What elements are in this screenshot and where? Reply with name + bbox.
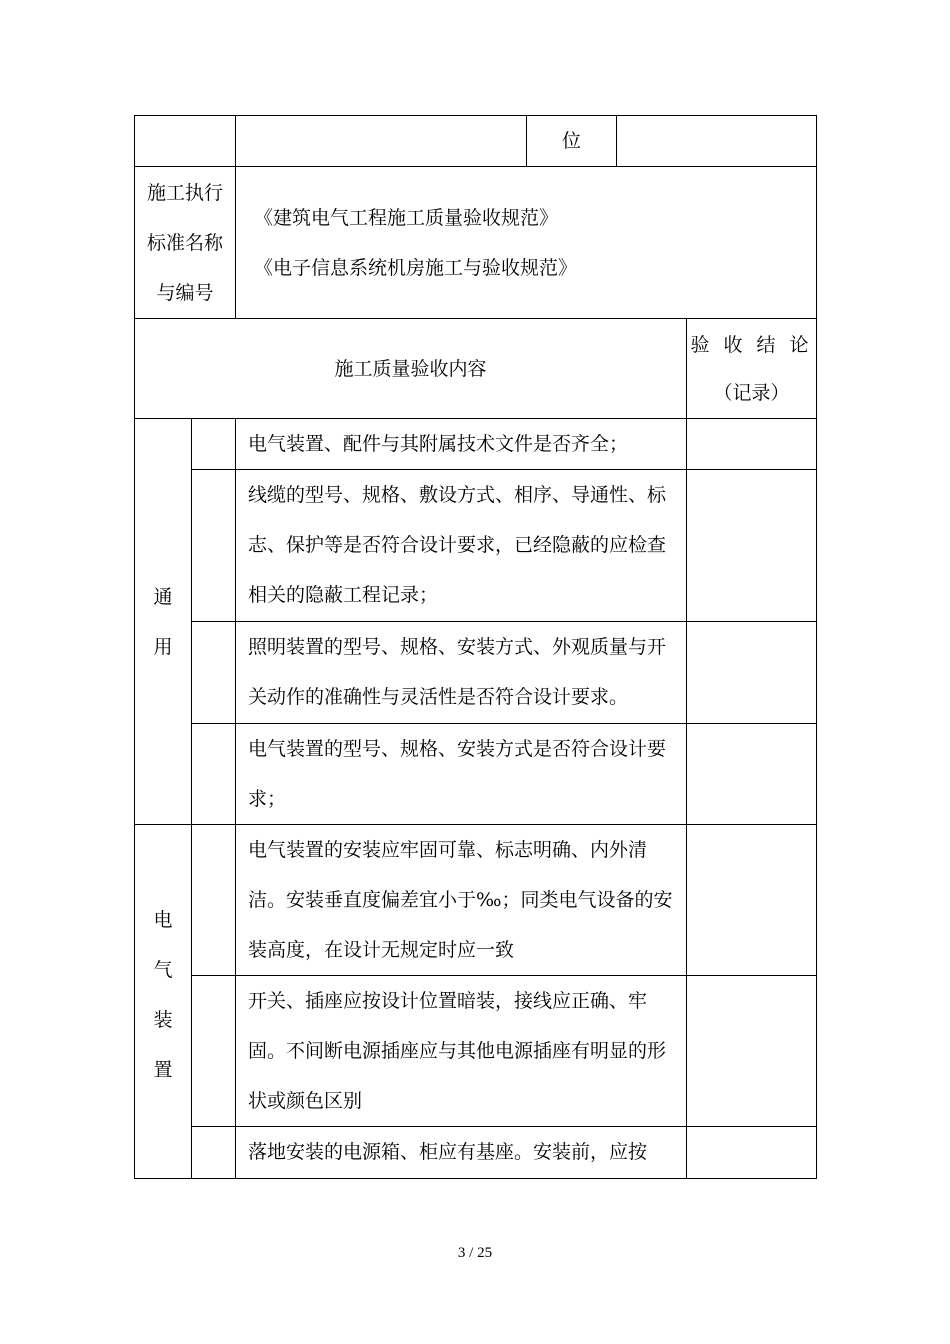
check-item: 照明装置的型号、规格、安装方式、外观质量与开关动作的准确性与灵活性是否符合设计要求。 — [236, 622, 687, 724]
check-item: 落地安装的电源箱、柜应有基座。安装前，应按 — [236, 1127, 687, 1179]
check-item: 电气装置、配件与其附属技术文件是否齐全； — [236, 419, 687, 470]
empty-cell — [135, 116, 236, 167]
conclusion-cell — [687, 724, 817, 825]
standard-label-line: 标准名称 — [146, 231, 223, 254]
conclusion-cell — [687, 1127, 817, 1179]
table-row — [135, 419, 817, 470]
table-row — [135, 319, 817, 419]
empty-cell — [192, 419, 236, 470]
standard-entry: 《建筑电气工程施工质量验收规范》 — [254, 206, 559, 229]
section-label-char: 用 — [153, 635, 173, 658]
standard-entry: 《电子信息系统机房施工与验收规范》 — [254, 256, 578, 279]
table-row — [135, 1127, 817, 1179]
content-title: 施工质量验收内容 — [135, 319, 687, 419]
empty-cell — [192, 1127, 236, 1179]
section-label-char: 通 — [153, 585, 173, 608]
conclusion-cell — [687, 622, 817, 724]
conclusion-header — [687, 319, 817, 419]
table-row — [135, 724, 817, 825]
conclusion-title: 验 收 结 论 — [690, 333, 813, 356]
table-row — [135, 470, 817, 622]
standard-label-line: 与编号 — [156, 281, 214, 304]
section-label-general — [135, 419, 192, 825]
empty-cell — [236, 116, 527, 167]
conclusion-cell — [687, 419, 817, 470]
empty-cell — [617, 116, 817, 167]
conclusion-cell — [687, 470, 817, 622]
conclusion-subtitle: （记录） — [713, 381, 790, 404]
table-row — [135, 167, 817, 319]
section-label-char: 置 — [153, 1059, 173, 1081]
unit-label: 位 — [527, 116, 617, 167]
conclusion-cell — [687, 976, 817, 1127]
standard-entries — [236, 167, 817, 319]
table-row — [135, 825, 817, 976]
standard-label-line: 施工执行 — [146, 181, 223, 204]
section-label-char: 装 — [153, 1009, 173, 1031]
standard-label — [135, 167, 236, 319]
section-label-electrical — [135, 825, 192, 1179]
empty-cell — [192, 622, 236, 724]
empty-cell — [192, 825, 236, 976]
table-row — [135, 622, 817, 724]
section-label-char: 电 — [153, 909, 173, 931]
acceptance-form-table — [134, 115, 817, 1179]
empty-cell — [192, 976, 236, 1127]
check-item: 线缆的型号、规格、敷设方式、相序、导通性、标志、保护等是否符合设计要求，已经隐蔽的应检查相关的隐蔽工程记录； — [236, 470, 687, 622]
check-item: 开关、插座应按设计位置暗装，接线应正确、牢固。不间断电源插座应与其他电源插座有明显的形状或颜色区别 — [236, 976, 687, 1127]
table-row — [135, 116, 817, 167]
empty-cell — [192, 470, 236, 622]
table-row — [135, 976, 817, 1127]
section-label-char: 气 — [153, 959, 173, 981]
page-number: 3 / 25 — [457, 1245, 493, 1261]
check-item: 电气装置的安装应牢固可靠、标志明确、内外清洁。安装垂直度偏差宜小于‰；同类电气设备的安装高度，在设计无规定时应一致 — [236, 825, 687, 976]
empty-cell — [192, 724, 236, 825]
conclusion-cell — [687, 825, 817, 976]
check-item: 电气装置的型号、规格、安装方式是否符合设计要求； — [236, 724, 687, 825]
